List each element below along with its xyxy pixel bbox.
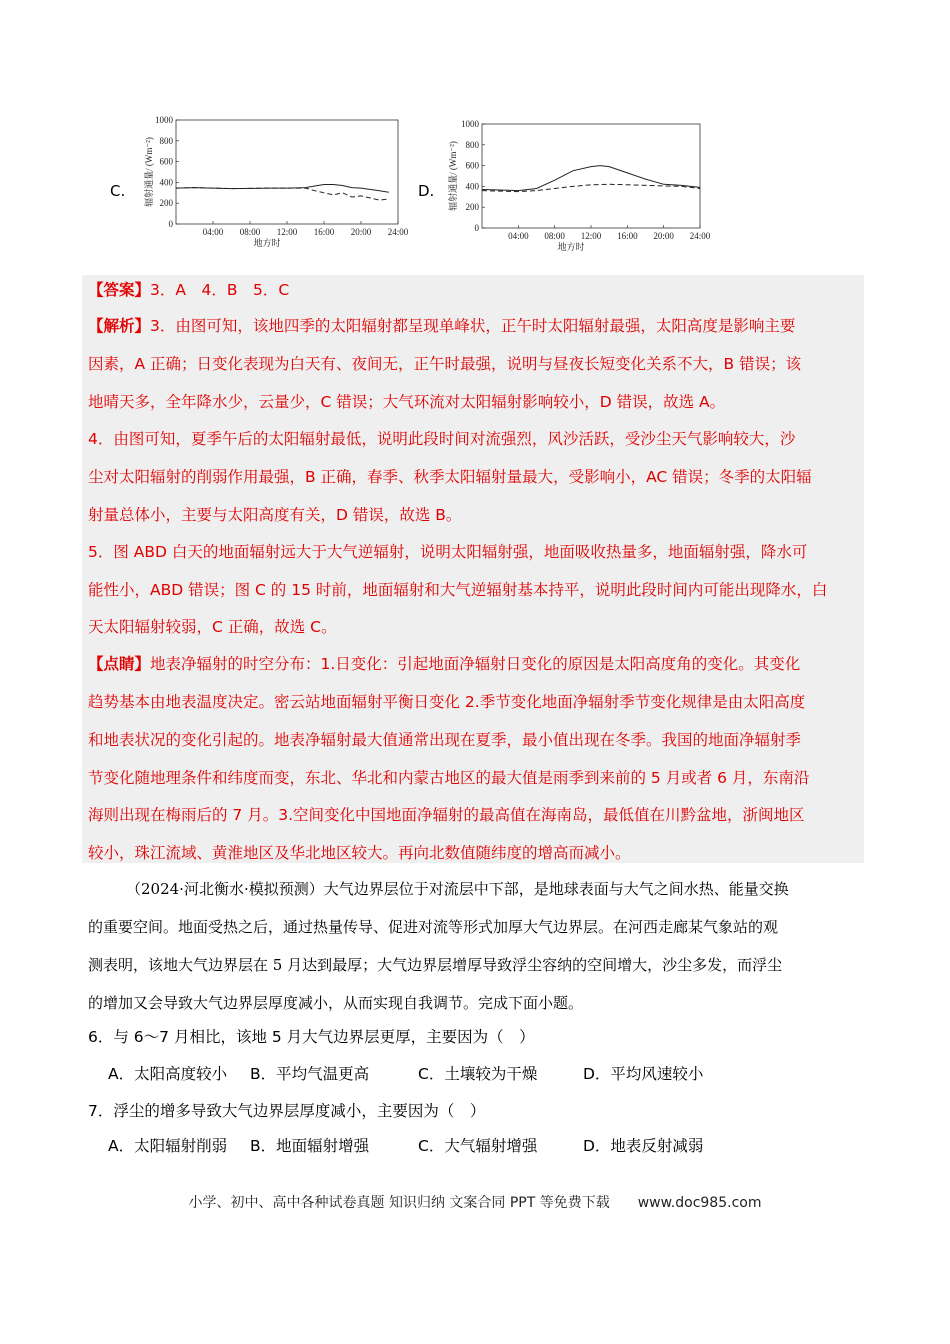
question-6-option-d[interactable]: D．平均风速较小 <box>583 1065 704 1083</box>
tips-line-4: 节变化随地理条件和纬度而变，东北、华北和内蒙古地区的最大值是雨季到来前的 5 月或者 6 月，东南沿 <box>88 769 810 787</box>
option-d-label: D. <box>418 182 435 200</box>
x-tick-label: 16:00 <box>313 227 335 237</box>
analysis-line-1: 【解析】3．由图可知，该地四季的太阳辐射都呈现单峰状，正午时太阳辐射最强，太阳高度是影响主要 <box>88 317 796 335</box>
x-tick-label: 08:00 <box>544 231 565 241</box>
tips-line-3: 和地表状况的变化引起的。地表净辐射最大值通常出现在夏季，最小值出现在冬季。我国的地面净辐射季 <box>88 731 802 749</box>
x-tick-label: 20:00 <box>653 231 674 241</box>
y-tick-label: 400 <box>465 181 479 192</box>
answer-line <box>88 280 289 300</box>
y-tick-label: 600 <box>465 160 479 171</box>
x-tick-label: 24:00 <box>387 227 409 237</box>
x-tick-label: 12:00 <box>580 231 602 241</box>
plot-frame <box>482 124 700 228</box>
x-axis-label: 地方时 <box>253 238 281 248</box>
analysis-line-8: 能性小，ABD 错误；图 C 的 15 时前，地面辐射和大气逆辐射基本持平，说明此段时间内可能出现降水，白 <box>88 581 828 599</box>
page-footer[interactable]: 小学、初中、高中各种试卷真题 知识归纳 文案合同 PPT 等免费下载 www.doc985.com <box>188 1195 762 1211</box>
passage-line-1: （2024·河北衡水·模拟预测）大气边界层位于对流层中下部，是地球表面与大气之间水热、能量交换 <box>126 880 789 898</box>
y-tick-label: 1000 <box>155 115 173 125</box>
y-tick-label: 800 <box>159 135 173 146</box>
x-tick-label: 04:00 <box>508 231 529 241</box>
plot-frame <box>176 120 398 224</box>
analysis-line-5: 尘对太阳辐射的削弱作用最强，B 正确，春季、秋季太阳辐射量最大，受影响小，AC 错误；冬季的太阳辐 <box>88 468 812 486</box>
y-tick-label: 200 <box>159 198 173 209</box>
question-7-option-b[interactable]: B．地面辐射增强 <box>250 1137 370 1155</box>
y-tick-label: 400 <box>159 177 173 188</box>
x-tick-label: 04:00 <box>202 227 224 237</box>
y-tick-label: 200 <box>465 202 479 213</box>
tips-line-2: 趋势基本由地表温度决定。密云站地面辐射平衡日变化 2.季节变化地面净辐射季节变化规律是由太阳高度 <box>88 693 806 711</box>
passage-line-4: 的增加又会导致大气边界层厚度减小，从而实现自我调节。完成下面小题。 <box>88 994 584 1012</box>
tips-line-5: 海则出现在梅雨后的 7 月。3.空间变化中国地面净辐射的最高值在海南岛，最低值在川黔盆地，浙闽地区 <box>88 806 805 824</box>
dashed-series-line <box>176 188 389 201</box>
answer-text: 3．A 4．B 5．C <box>150 281 290 299</box>
analysis-line-2: 因素，A 正确；日变化表现为白天有、夜间无，正午时最强，说明与昼夜长短变化关系不大，B 错误；该 <box>88 355 802 373</box>
question-6-option-b[interactable]: B．平均气温更高 <box>250 1065 370 1083</box>
y-tick-label: 600 <box>159 156 173 167</box>
question-6-option-a[interactable]: A．太阳高度较小 <box>108 1065 228 1083</box>
x-tick-label: 12:00 <box>276 227 298 237</box>
y-axis-label: 辐射通量/ (Wm⁻²) <box>144 137 154 207</box>
tips-line-6: 较小，珠江流域、黄淮地区及华北地区较大。再向北数值随纬度的增高而减小。 <box>88 844 631 862</box>
x-tick-label: 24:00 <box>689 231 711 241</box>
question-7-option-d[interactable]: D．地表反射减弱 <box>583 1137 704 1155</box>
question-7-option-c[interactable]: C．大气辐射增强 <box>418 1137 538 1155</box>
x-axis-label: 地方时 <box>557 242 585 252</box>
analysis-line-6: 射量总体小，主要与太阳高度有关，D 错误，故选 B。 <box>88 506 462 524</box>
tips-line-1: 【点睛】地表净辐射的时空分布：1.日变化：引起地面净辐射日变化的原因是太阳高度角的变化。其变化 <box>88 655 801 673</box>
analysis-line-7: 5．图 ABD 白天的地面辐射远大于大气逆辐射，说明太阳辐射强，地面吸收热量多，地面辐射强，降水可 <box>88 543 808 561</box>
passage-line-2: 的重要空间。地面受热之后，通过热量传导、促进对流等形式加厚大气边界层。在河西走廊某气象站的观 <box>88 918 779 936</box>
y-tick-label: 0 <box>474 223 479 233</box>
solid-series-line <box>482 166 700 191</box>
y-axis-label: 辐射通量/ (Wm⁻²) <box>448 141 458 211</box>
x-tick-label: 08:00 <box>239 227 261 237</box>
passage-line-3: 测表明，该地大气边界层在 5 月达到最厚；大气边界层增厚导致浮尘容纳的空间增大，沙尘多发，而浮尘 <box>88 956 783 974</box>
analysis-label: 【解析】 <box>88 317 151 335</box>
question-6-option-c[interactable]: C．土壤较为干燥 <box>418 1065 538 1083</box>
y-tick-label: 1000 <box>461 119 479 129</box>
option-c-label: C. <box>110 182 126 200</box>
analysis-line-4: 4．由图可知，夏季午后的太阳辐射最低，说明此段时间对流强烈，风沙活跃，受沙尘天气影响较大，沙 <box>88 430 796 448</box>
tips-label: 【点睛】 <box>88 655 151 673</box>
question-7-stem: 7．浮尘的增多导致大气边界层厚度减小，主要因为（ ） <box>88 1102 486 1120</box>
question-7-option-a[interactable]: A．太阳辐射削弱 <box>108 1137 228 1155</box>
x-tick-label: 16:00 <box>617 231 638 241</box>
y-tick-label: 0 <box>168 219 173 229</box>
x-tick-label: 20:00 <box>350 227 372 237</box>
chart-option-d <box>440 114 715 254</box>
y-tick-label: 800 <box>465 139 479 150</box>
analysis-line-3: 地晴天多，全年降水少，云量少，C 错误；大气环流对太阳辐射影响较小，D 错误，故选 A。 <box>88 393 726 411</box>
answer-label: 【答案】 <box>88 281 151 299</box>
chart-option-c <box>140 110 410 255</box>
analysis-line-9: 天太阳辐射较弱，C 正确，故选 C。 <box>88 618 337 636</box>
question-6-stem: 6．与 6～7 月相比，该地 5 月大气边界层更厚，主要因为（ ） <box>88 1028 535 1046</box>
